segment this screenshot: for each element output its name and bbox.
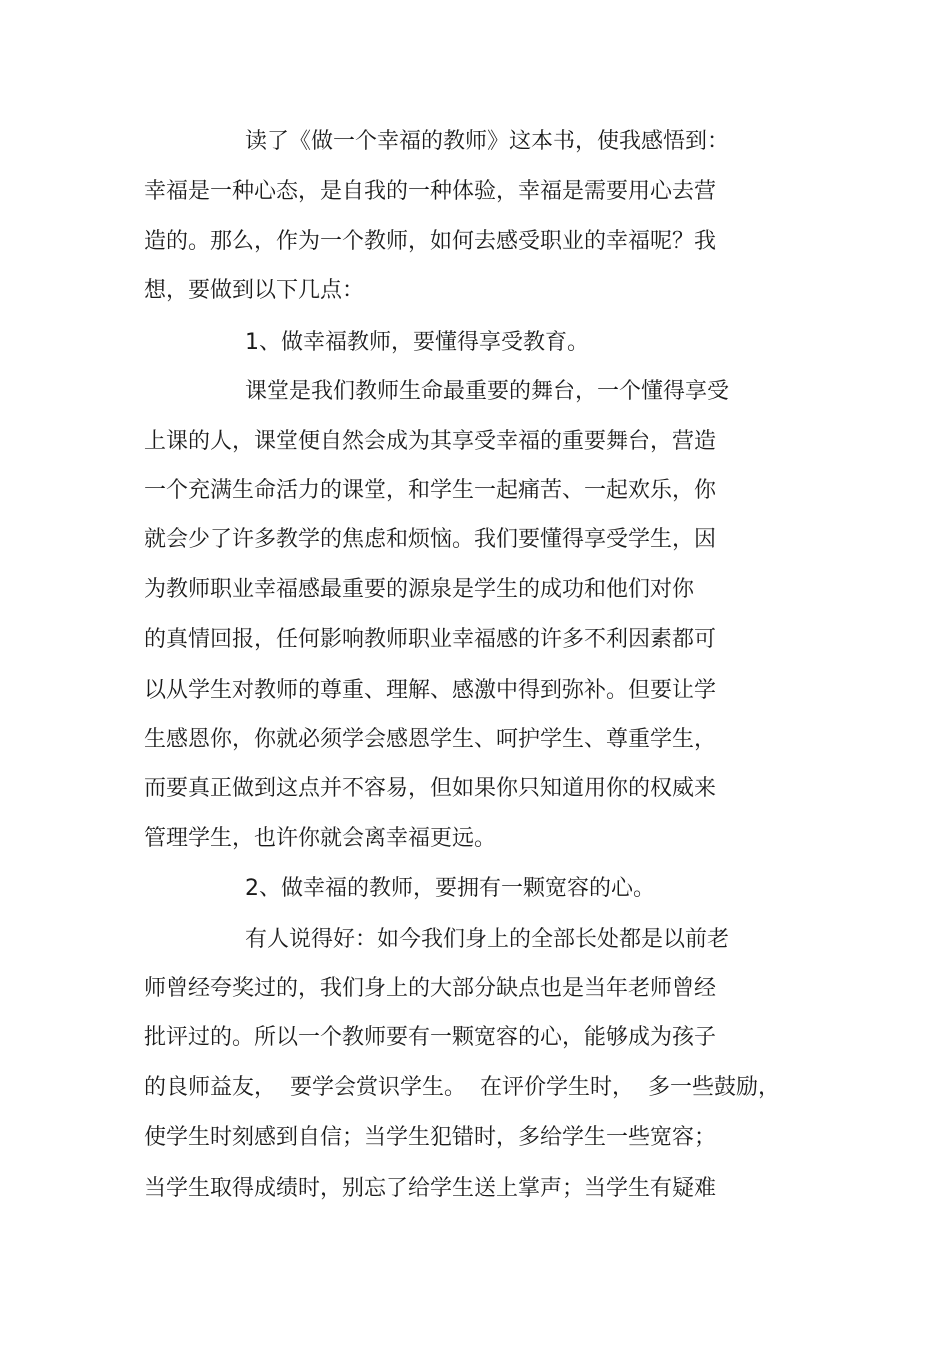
paragraph-line: 以从学生对教师的尊重、理解、感激中得到弥补。但要让学	[144, 678, 717, 703]
paragraph-line: 课堂是我们教师生命最重要的舞台，一个懂得享受	[245, 379, 730, 404]
paragraph-line: 管理学生，也许你就会离幸福更远。	[144, 826, 497, 851]
paragraph-line: 的良师益友， 要学会赏识学生。 在评价学生时， 多一些鼓励，	[144, 1075, 780, 1100]
section-heading-2: 2、做幸福的教师，要拥有一颗宽容的心。	[245, 876, 655, 901]
paragraph-line: 一个充满生命活力的课堂，和学生一起痛苦、一起欢乐，你	[144, 478, 717, 503]
paragraph-line: 生感恩你，你就必须学会感恩学生、呵护学生、尊重学生，	[144, 727, 717, 752]
paragraph-line: 的真情回报，任何影响教师职业幸福感的许多不利因素都可	[144, 627, 717, 652]
section-heading-1: 1、做幸福教师，要懂得享受教育。	[245, 330, 589, 355]
paragraph-line: 读了《做一个幸福的教师》这本书，使我感悟到：	[245, 129, 730, 154]
paragraph-line: 批评过的。所以一个教师要有一颗宽容的心，能够成为孩子	[144, 1025, 717, 1050]
paragraph-line: 上课的人，课堂便自然会成为其享受幸福的重要舞台，营造	[144, 429, 717, 454]
paragraph-line: 而要真正做到这点并不容易，但如果你只知道用你的权威来	[144, 776, 717, 801]
paragraph-line: 就会少了许多教学的焦虑和烦恼。我们要懂得享受学生，因	[144, 527, 717, 552]
paragraph-line: 幸福是一种心态，是自我的一种体验，幸福是需要用心去营	[144, 179, 717, 204]
paragraph-line: 想，要做到以下几点：	[144, 278, 365, 303]
paragraph-line: 造的。那么，作为一个教师，如何去感受职业的幸福呢？我	[144, 229, 717, 254]
paragraph-line: 为教师职业幸福感最重要的源泉是学生的成功和他们对你	[144, 577, 695, 602]
paragraph-line: 使学生时刻感到自信；当学生犯错时，多给学生一些宽容；	[144, 1125, 717, 1150]
paragraph-line: 有人说得好：如今我们身上的全部长处都是以前老	[245, 927, 730, 952]
paragraph-line: 师曾经夸奖过的，我们身上的大部分缺点也是当年老师曾经	[144, 976, 717, 1001]
paragraph-line: 当学生取得成绩时，别忘了给学生送上掌声；当学生有疑难	[144, 1176, 717, 1201]
